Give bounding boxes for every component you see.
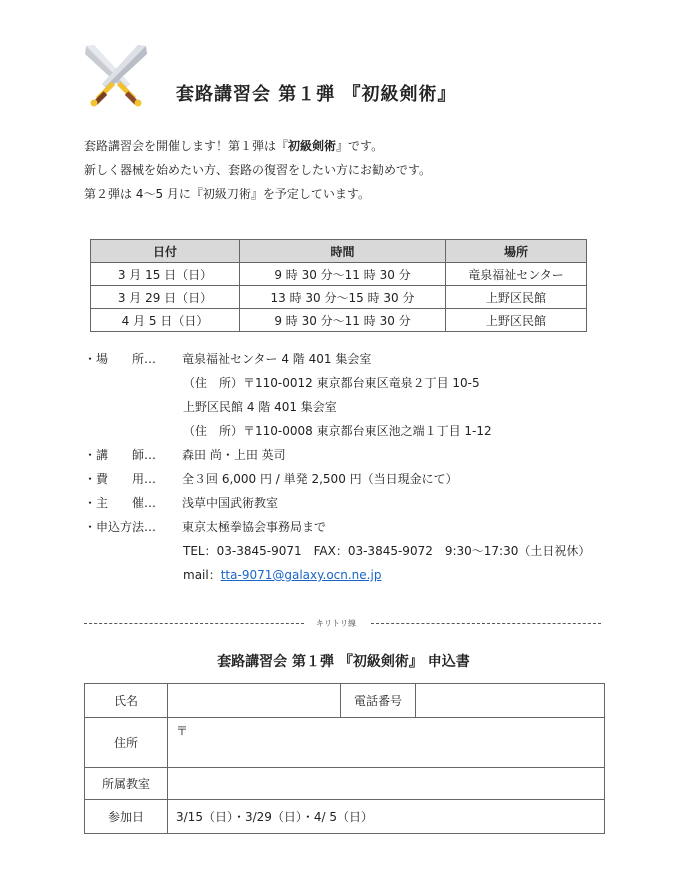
date-options[interactable]: 3/15（日）・3/29（日）・4/ 5（日） [168, 800, 605, 834]
cell-place: 上野区民館 [446, 309, 587, 332]
schedule-header-row [91, 240, 587, 263]
table-row [91, 263, 587, 286]
cut-line [84, 618, 601, 630]
address-label: 住所 [85, 718, 168, 768]
intro-line-1: 套路講習会を開催します！第１弾は『初級剣術』です。 [84, 139, 384, 153]
name-field[interactable] [168, 684, 341, 718]
address-field[interactable] [168, 718, 605, 768]
form-title: 套路講習会 第１弾 『初級剣術』 申込書 [217, 654, 470, 670]
info-apply: ・申込方法… 東京太極拳協会事務局まで [84, 520, 327, 534]
name-label: 氏名 [85, 684, 168, 718]
form-row-name [85, 684, 605, 718]
phone-field[interactable] [416, 684, 605, 718]
school-label: 所属教室 [85, 768, 168, 800]
postal-mark: 〒 [176, 724, 189, 738]
page-title: 套路講習会 第１弾 『初級剣術』 [176, 84, 457, 105]
form-row-school [85, 768, 605, 800]
cell-time: 9 時 30 分〜11 時 30 分 [240, 309, 446, 332]
header-place: 場所 [446, 240, 587, 263]
form-row-date [85, 800, 605, 834]
info-fee: ・費 用… 全３回 6,000 円 / 単発 2,500 円（当日現金にて） [84, 472, 458, 486]
cell-time: 13 時 30 分〜15 時 30 分 [240, 286, 446, 309]
intro-line-3: 第２弾は 4〜5 月に『初級刀術』を予定しています。 [84, 187, 370, 201]
crossed-swords-icon [80, 42, 152, 114]
info-instructor: ・講 師… 森田 尚・上田 英司 [84, 448, 286, 462]
cell-date: 3 月 15 日（日） [91, 263, 240, 286]
cell-place: 上野区民館 [446, 286, 587, 309]
application-form [84, 683, 605, 834]
cell-time: 9 時 30 分〜11 時 30 分 [240, 263, 446, 286]
info-venue: ・場 所… 竜泉福祉センター 4 階 401 集会室 [84, 352, 372, 366]
form-row-address [85, 718, 605, 768]
table-row [91, 309, 587, 332]
info-venue2: 上野区民館 4 階 401 集会室 [183, 400, 337, 414]
cut-line-label: キリトリ線 [316, 619, 356, 628]
date-label: 参加日 [85, 800, 168, 834]
info-venue2-address: （住 所）〒110-0008 東京都台東区池之端１丁目 1-12 [183, 424, 492, 438]
table-row [91, 286, 587, 309]
info-host: ・主 催… 浅草中国武術教室 [84, 496, 279, 510]
cell-place: 竜泉福祉センター [446, 263, 587, 286]
school-field[interactable] [168, 768, 605, 800]
cell-date: 4 月 5 日（日） [91, 309, 240, 332]
info-venue1-address: （住 所）〒110-0012 東京都台東区竜泉２丁目 10-5 [183, 376, 480, 390]
header-date: 日付 [91, 240, 240, 263]
intro-line-2: 新しく器械を始めたい方、套路の復習をしたい方にお勧めです。 [84, 163, 432, 177]
header-time: 時間 [240, 240, 446, 263]
info-mail: mail：tta-9071@galaxy.ocn.ne.jp [183, 568, 382, 582]
cell-date: 3 月 29 日（日） [91, 286, 240, 309]
info-contact: TEL：03-3845-9071 FAX：03-3845-9072 9:30〜17:30（土日祝休） [183, 544, 591, 558]
email-link[interactable]: tta-9071@galaxy.ocn.ne.jp [220, 568, 382, 582]
schedule-table [90, 239, 587, 332]
phone-label: 電話番号 [341, 684, 416, 718]
